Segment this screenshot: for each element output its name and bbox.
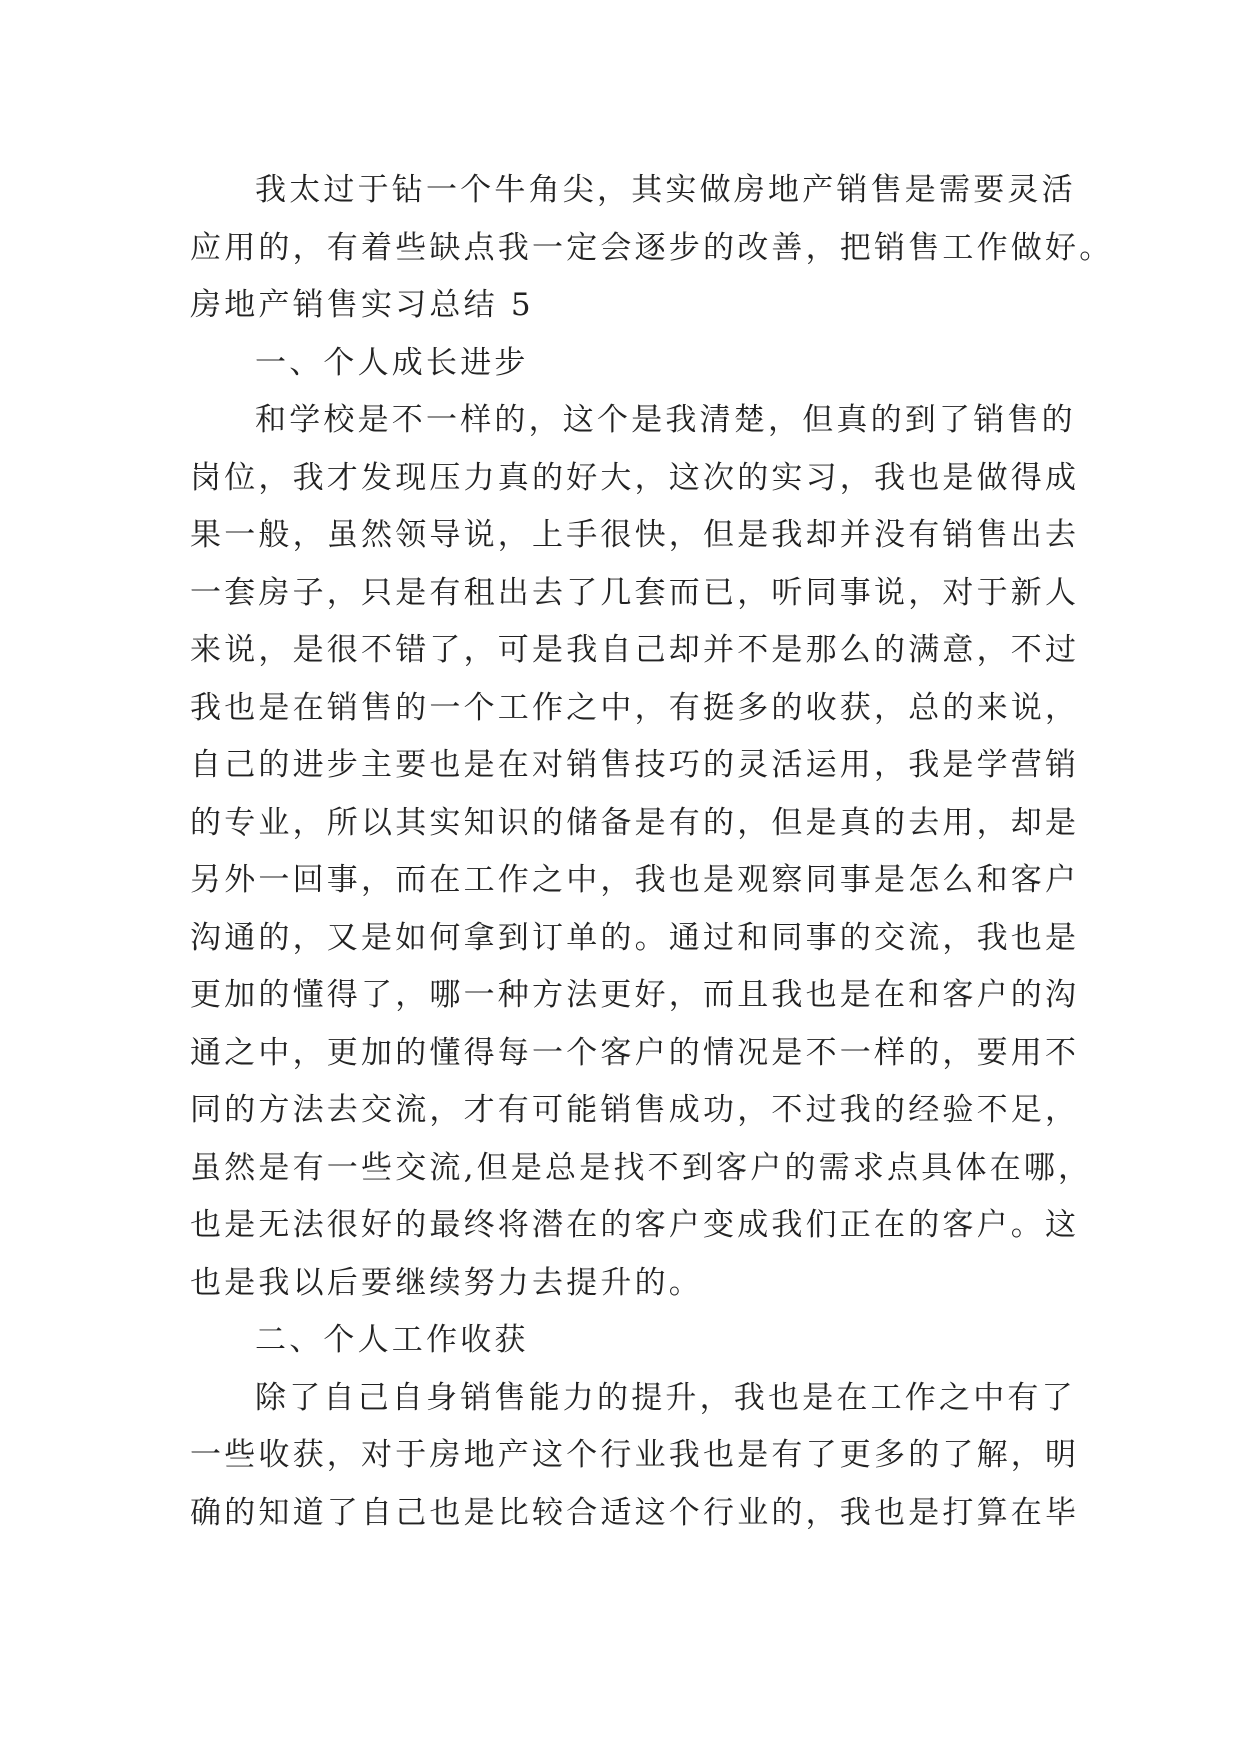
document-body (190, 162, 1114, 1542)
section-heading: 一、个人成长进步 (255, 344, 529, 381)
paragraph-line: 和学校是不一样的，这个是我清楚，但真的到了销售的 (255, 402, 1076, 438)
paragraph-line: 也是无法很好的最终将潜在的客户变成我们正在的客户。这 (190, 1207, 1080, 1243)
paragraph-line: 虽然是有一些交流,但是总是找不到客户的需求点具体在哪， (190, 1149, 1093, 1186)
paragraph-line: 自己的进步主要也是在对销售技巧的灵活运用，我是学营销 (190, 747, 1080, 783)
paragraph-line: 来说，是很不错了，可是我自己却并不是那么的满意，不过 (190, 632, 1080, 668)
paragraph-line: 我太过于钻一个牛角尖，其实做房地产销售是需要灵活 (255, 172, 1076, 208)
paragraph-line: 一些收获，对于房地产这个行业我也是有了更多的了解，明 (190, 1437, 1080, 1473)
paragraph-line: 除了自己自身销售能力的提升，我也是在工作之中有了 (255, 1379, 1076, 1416)
paragraph-line: 同的方法去交流，才有可能销售成功，不过我的经验不足， (190, 1092, 1080, 1128)
paragraph-line: 一套房子，只是有租出去了几套而已，听同事说，对于新人 (190, 574, 1080, 611)
paragraph-line: 通之中，更加的懂得每一个客户的情况是不一样的，要用不 (190, 1034, 1080, 1071)
section-title: 房地产销售实习总结 5 (190, 287, 534, 323)
paragraph-line: 我也是在销售的一个工作之中，有挺多的收获，总的来说， (190, 689, 1080, 726)
paragraph-line: 另外一回事，而在工作之中，我也是观察同事是怎么和客户 (190, 862, 1080, 898)
paragraph-line: 也是我以后要继续努力去提升的。 (190, 1264, 703, 1301)
section-heading: 二、个人工作收获 (255, 1322, 529, 1358)
paragraph-line: 确的知道了自己也是比较合适这个行业的，我也是打算在毕 (190, 1494, 1080, 1531)
paragraph-line: 沟通的，又是如何拿到订单的。通过和同事的交流，我也是 (190, 919, 1080, 956)
paragraph-line: 果一般，虽然领导说，上手很快，但是我却并没有销售出去 (190, 517, 1080, 553)
paragraph-line: 的专业，所以其实知识的储备是有的，但是真的去用，却是 (190, 804, 1080, 841)
paragraph-line: 更加的懂得了，哪一种方法更好，而且我也是在和客户的沟 (190, 977, 1080, 1013)
paragraph-line: 岗位，我才发现压力真的好大，这次的实习，我也是做得成 (190, 459, 1080, 496)
paragraph-line: 应用的，有着些缺点我一定会逐步的改善，把销售工作做好。 (190, 229, 1114, 266)
